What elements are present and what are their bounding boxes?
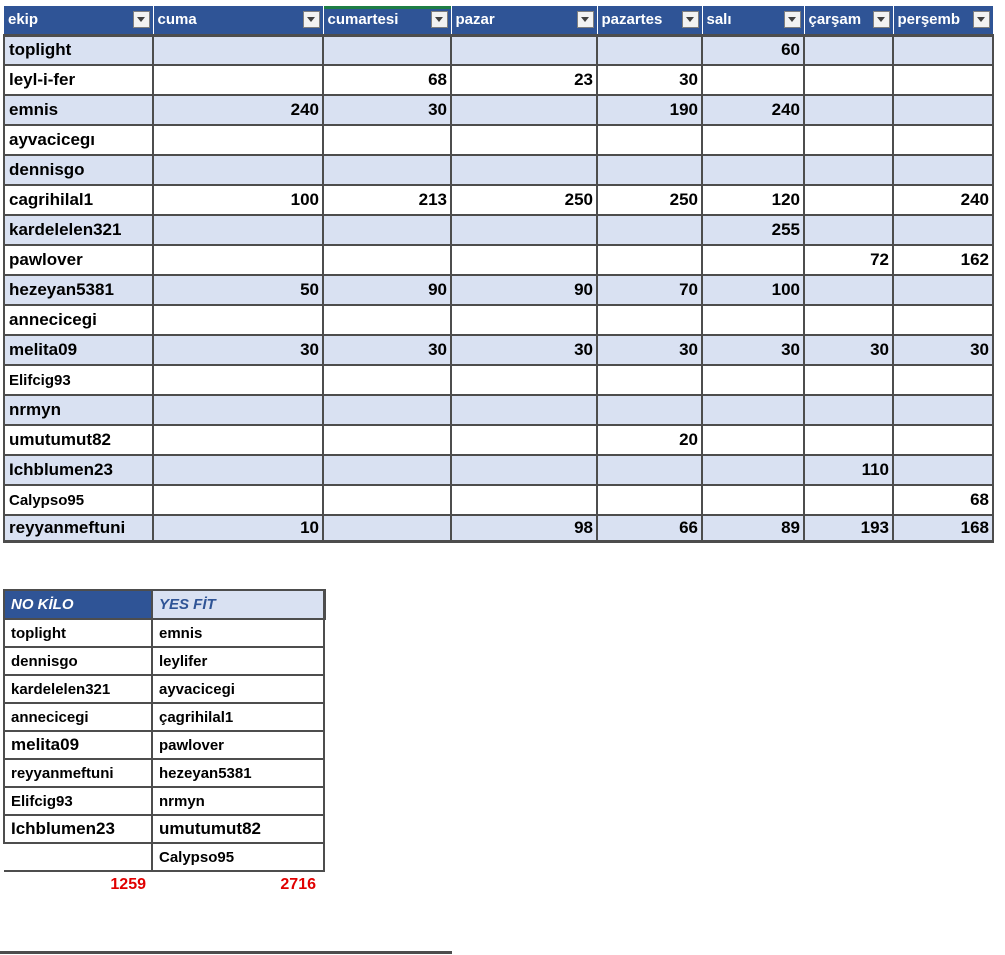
no-kilo-total: 1259: [110, 876, 146, 893]
table-row: [4, 275, 993, 305]
team-name-cell[interactable]: toplight: [4, 35, 153, 65]
list-row: [4, 675, 324, 703]
column-header-1[interactable]: [153, 6, 323, 35]
yes-fit-item[interactable]: hezeyan5381: [152, 759, 324, 787]
team-name-cell[interactable]: cagrihilal1: [4, 185, 153, 215]
value-cell[interactable]: [323, 305, 451, 335]
value-cell[interactable]: [597, 125, 702, 155]
value-cell[interactable]: [893, 365, 993, 395]
column-header-6[interactable]: [804, 6, 893, 35]
column-header-label: pazar: [455, 11, 495, 29]
table-row: [4, 95, 993, 125]
column-header-label: pazartes: [601, 11, 663, 29]
team-name-cell[interactable]: nrmyn: [4, 395, 153, 425]
value-cell[interactable]: [323, 515, 451, 541]
value-cell[interactable]: 162: [893, 245, 993, 275]
value-cell[interactable]: 30: [323, 335, 451, 365]
value-cell[interactable]: [451, 245, 597, 275]
divider-line: [0, 951, 452, 954]
value-cell[interactable]: 240: [702, 95, 804, 125]
filter-dropdown-icon[interactable]: [682, 11, 699, 28]
table-row: [4, 245, 993, 275]
value-cell[interactable]: 68: [893, 485, 993, 515]
column-header-label: çarşam: [808, 11, 862, 29]
value-cell[interactable]: [893, 215, 993, 245]
value-cell[interactable]: [893, 155, 993, 185]
value-cell[interactable]: 240: [153, 95, 323, 125]
table-row: [4, 425, 993, 455]
value-cell[interactable]: [804, 425, 893, 455]
value-cell[interactable]: 90: [451, 275, 597, 305]
value-cell[interactable]: [702, 455, 804, 485]
value-cell[interactable]: [597, 365, 702, 395]
value-cell[interactable]: [804, 485, 893, 515]
value-cell[interactable]: 23: [451, 65, 597, 95]
value-cell[interactable]: [702, 425, 804, 455]
value-cell[interactable]: 66: [597, 515, 702, 541]
value-cell[interactable]: [153, 425, 323, 455]
list-row: [4, 703, 324, 731]
value-cell[interactable]: [153, 245, 323, 275]
value-cell[interactable]: 110: [804, 455, 893, 485]
no-kilo-item[interactable]: kardelelen321: [4, 675, 152, 703]
value-cell[interactable]: [597, 455, 702, 485]
value-cell[interactable]: [702, 395, 804, 425]
value-cell[interactable]: [893, 275, 993, 305]
value-cell[interactable]: 255: [702, 215, 804, 245]
value-cell[interactable]: [702, 65, 804, 95]
value-cell[interactable]: 193: [804, 515, 893, 541]
value-cell[interactable]: [597, 305, 702, 335]
header-row: [4, 6, 993, 35]
team-name-cell[interactable]: dennisgo: [4, 155, 153, 185]
value-cell[interactable]: [323, 35, 451, 65]
value-cell[interactable]: [323, 485, 451, 515]
value-cell[interactable]: 250: [451, 185, 597, 215]
column-header-5[interactable]: [702, 6, 804, 35]
yes-fit-item[interactable]: leylifer: [152, 647, 324, 675]
value-cell[interactable]: [451, 455, 597, 485]
value-cell[interactable]: [451, 35, 597, 65]
yes-fit-header[interactable]: YES FİT: [152, 590, 324, 619]
column-header-3[interactable]: [451, 6, 597, 35]
list-row: [4, 815, 324, 843]
value-cell[interactable]: [893, 65, 993, 95]
value-cell[interactable]: 100: [702, 275, 804, 305]
team-name-cell[interactable]: Elifcig93: [4, 365, 153, 395]
value-cell[interactable]: [804, 35, 893, 65]
table-row: [4, 35, 993, 65]
column-header-7[interactable]: [893, 6, 993, 35]
value-cell[interactable]: [893, 35, 993, 65]
table-row: [4, 455, 993, 485]
value-cell[interactable]: [153, 395, 323, 425]
value-cell[interactable]: [804, 185, 893, 215]
table-row: [4, 155, 993, 185]
team-name-cell[interactable]: Calypso95: [4, 485, 153, 515]
value-cell[interactable]: [702, 485, 804, 515]
value-cell[interactable]: [702, 155, 804, 185]
table-row: [4, 365, 993, 395]
value-cell[interactable]: [702, 245, 804, 275]
filter-dropdown-icon[interactable]: [303, 11, 320, 28]
value-cell[interactable]: 72: [804, 245, 893, 275]
team-name-cell[interactable]: ayvacicegı: [4, 125, 153, 155]
value-cell[interactable]: [451, 155, 597, 185]
value-cell[interactable]: [702, 125, 804, 155]
list-row: [4, 619, 324, 647]
value-cell[interactable]: [323, 155, 451, 185]
table-row: [4, 65, 993, 95]
value-cell[interactable]: [804, 65, 893, 95]
value-cell[interactable]: [893, 95, 993, 125]
yes-fit-item[interactable]: çagrihilal1: [152, 703, 324, 731]
no-kilo-item[interactable]: annecicegi: [4, 703, 152, 731]
value-cell[interactable]: [702, 365, 804, 395]
value-cell[interactable]: 98: [451, 515, 597, 541]
list-row: [4, 731, 324, 759]
table-row: [4, 215, 993, 245]
value-cell[interactable]: 30: [702, 335, 804, 365]
filter-dropdown-icon[interactable]: [973, 11, 990, 28]
value-cell[interactable]: [451, 395, 597, 425]
value-cell[interactable]: [597, 395, 702, 425]
value-cell[interactable]: [804, 395, 893, 425]
value-cell[interactable]: [451, 125, 597, 155]
value-cell[interactable]: [597, 215, 702, 245]
value-cell[interactable]: [804, 275, 893, 305]
column-header-label: salı: [706, 11, 732, 29]
empty-cell: [4, 843, 152, 871]
value-cell[interactable]: [804, 125, 893, 155]
value-cell[interactable]: [451, 485, 597, 515]
filter-dropdown-icon[interactable]: [133, 11, 150, 28]
value-cell[interactable]: [153, 35, 323, 65]
filter-dropdown-icon[interactable]: [577, 11, 594, 28]
filter-dropdown-icon[interactable]: [784, 11, 801, 28]
team-name-cell[interactable]: melita09: [4, 335, 153, 365]
list-row: [4, 647, 324, 675]
value-cell[interactable]: [597, 35, 702, 65]
value-cell[interactable]: 89: [702, 515, 804, 541]
no-kilo-item[interactable]: melita09: [4, 731, 152, 759]
no-kilo-item[interactable]: reyyanmeftuni: [4, 759, 152, 787]
value-cell[interactable]: [804, 305, 893, 335]
weekly-score-table: [3, 6, 994, 543]
filter-dropdown-icon[interactable]: [431, 11, 448, 28]
value-cell[interactable]: [804, 95, 893, 125]
value-cell[interactable]: 30: [153, 335, 323, 365]
yes-fit-item[interactable]: pawlover: [152, 731, 324, 759]
value-cell[interactable]: [153, 215, 323, 245]
list-row: [4, 843, 324, 871]
yes-fit-item[interactable]: emnis: [152, 619, 324, 647]
value-cell[interactable]: 30: [893, 335, 993, 365]
column-header-2[interactable]: [323, 6, 451, 35]
value-cell[interactable]: 30: [597, 65, 702, 95]
no-kilo-item[interactable]: Ichblumen23: [4, 815, 152, 843]
value-cell[interactable]: [451, 365, 597, 395]
table-row: [4, 335, 993, 365]
list-row: [4, 759, 324, 787]
value-cell[interactable]: [153, 125, 323, 155]
value-cell[interactable]: [323, 125, 451, 155]
value-cell[interactable]: [323, 455, 451, 485]
value-cell[interactable]: [893, 455, 993, 485]
column-header-label: ekip: [8, 11, 39, 29]
kilo-fit-lists: [3, 589, 326, 872]
value-cell[interactable]: 50: [153, 275, 323, 305]
value-cell[interactable]: [153, 65, 323, 95]
list-row: [4, 787, 324, 815]
value-cell[interactable]: 70: [597, 275, 702, 305]
no-kilo-item[interactable]: toplight: [4, 619, 152, 647]
value-cell[interactable]: [451, 95, 597, 125]
team-name-cell[interactable]: Ichblumen23: [4, 455, 153, 485]
team-name-cell[interactable]: reyyanmeftuni: [4, 515, 153, 541]
table-row: [4, 125, 993, 155]
value-cell[interactable]: [804, 155, 893, 185]
value-cell[interactable]: [893, 425, 993, 455]
value-cell[interactable]: 213: [323, 185, 451, 215]
yes-fit-item[interactable]: nrmyn: [152, 787, 324, 815]
value-cell[interactable]: 250: [597, 185, 702, 215]
team-name-cell[interactable]: hezeyan5381: [4, 275, 153, 305]
team-name-cell[interactable]: umutumut82: [4, 425, 153, 455]
value-cell[interactable]: [893, 125, 993, 155]
table-row: [4, 305, 993, 335]
value-cell[interactable]: 240: [893, 185, 993, 215]
value-cell[interactable]: [893, 305, 993, 335]
no-kilo-item[interactable]: Elifcig93: [4, 787, 152, 815]
value-cell[interactable]: [597, 485, 702, 515]
value-cell[interactable]: [451, 305, 597, 335]
value-cell[interactable]: [323, 395, 451, 425]
value-cell[interactable]: 30: [451, 335, 597, 365]
table-row: [4, 395, 993, 425]
column-header-4[interactable]: [597, 6, 702, 35]
value-cell[interactable]: 20: [597, 425, 702, 455]
value-cell[interactable]: [451, 215, 597, 245]
no-kilo-header[interactable]: NO KİLO: [4, 590, 152, 619]
value-cell[interactable]: 30: [804, 335, 893, 365]
table-row: [4, 515, 993, 541]
value-cell[interactable]: 68: [323, 65, 451, 95]
table-row: [4, 185, 993, 215]
value-cell[interactable]: 120: [702, 185, 804, 215]
team-name-cell[interactable]: emnis: [4, 95, 153, 125]
table-body: [4, 35, 993, 541]
value-cell[interactable]: [153, 485, 323, 515]
value-cell[interactable]: 10: [153, 515, 323, 541]
value-cell[interactable]: 90: [323, 275, 451, 305]
value-cell[interactable]: [153, 365, 323, 395]
team-name-cell[interactable]: kardelelen321: [4, 215, 153, 245]
value-cell[interactable]: [702, 305, 804, 335]
team-name-cell[interactable]: leyl-i-fer: [4, 65, 153, 95]
value-cell[interactable]: [804, 365, 893, 395]
value-cell[interactable]: 168: [893, 515, 993, 541]
value-cell[interactable]: [597, 155, 702, 185]
team-name-cell[interactable]: pawlover: [4, 245, 153, 275]
filter-dropdown-icon[interactable]: [873, 11, 890, 28]
no-kilo-item[interactable]: dennisgo: [4, 647, 152, 675]
value-cell[interactable]: [153, 455, 323, 485]
value-cell[interactable]: [323, 215, 451, 245]
table-row: [4, 485, 993, 515]
value-cell[interactable]: [323, 425, 451, 455]
value-cell[interactable]: [597, 245, 702, 275]
value-cell[interactable]: [153, 305, 323, 335]
value-cell[interactable]: 190: [597, 95, 702, 125]
yes-fit-item[interactable]: ayvacicegi: [152, 675, 324, 703]
column-header-0[interactable]: [4, 6, 153, 35]
yes-fit-item[interactable]: Calypso95: [152, 843, 324, 871]
team-name-cell[interactable]: annecicegi: [4, 305, 153, 335]
value-cell[interactable]: 30: [323, 95, 451, 125]
value-cell[interactable]: [893, 395, 993, 425]
yes-fit-total: 2716: [280, 876, 316, 893]
value-cell[interactable]: [153, 155, 323, 185]
value-cell[interactable]: 30: [597, 335, 702, 365]
yes-fit-item[interactable]: umutumut82: [152, 815, 324, 843]
value-cell[interactable]: [804, 215, 893, 245]
value-cell[interactable]: 100: [153, 185, 323, 215]
column-header-label: perşemb: [897, 11, 961, 29]
value-cell[interactable]: [451, 425, 597, 455]
value-cell[interactable]: [323, 245, 451, 275]
column-header-label: cumartesi: [327, 11, 399, 29]
column-header-label: cuma: [157, 11, 197, 29]
value-cell[interactable]: 60: [702, 35, 804, 65]
value-cell[interactable]: [323, 365, 451, 395]
